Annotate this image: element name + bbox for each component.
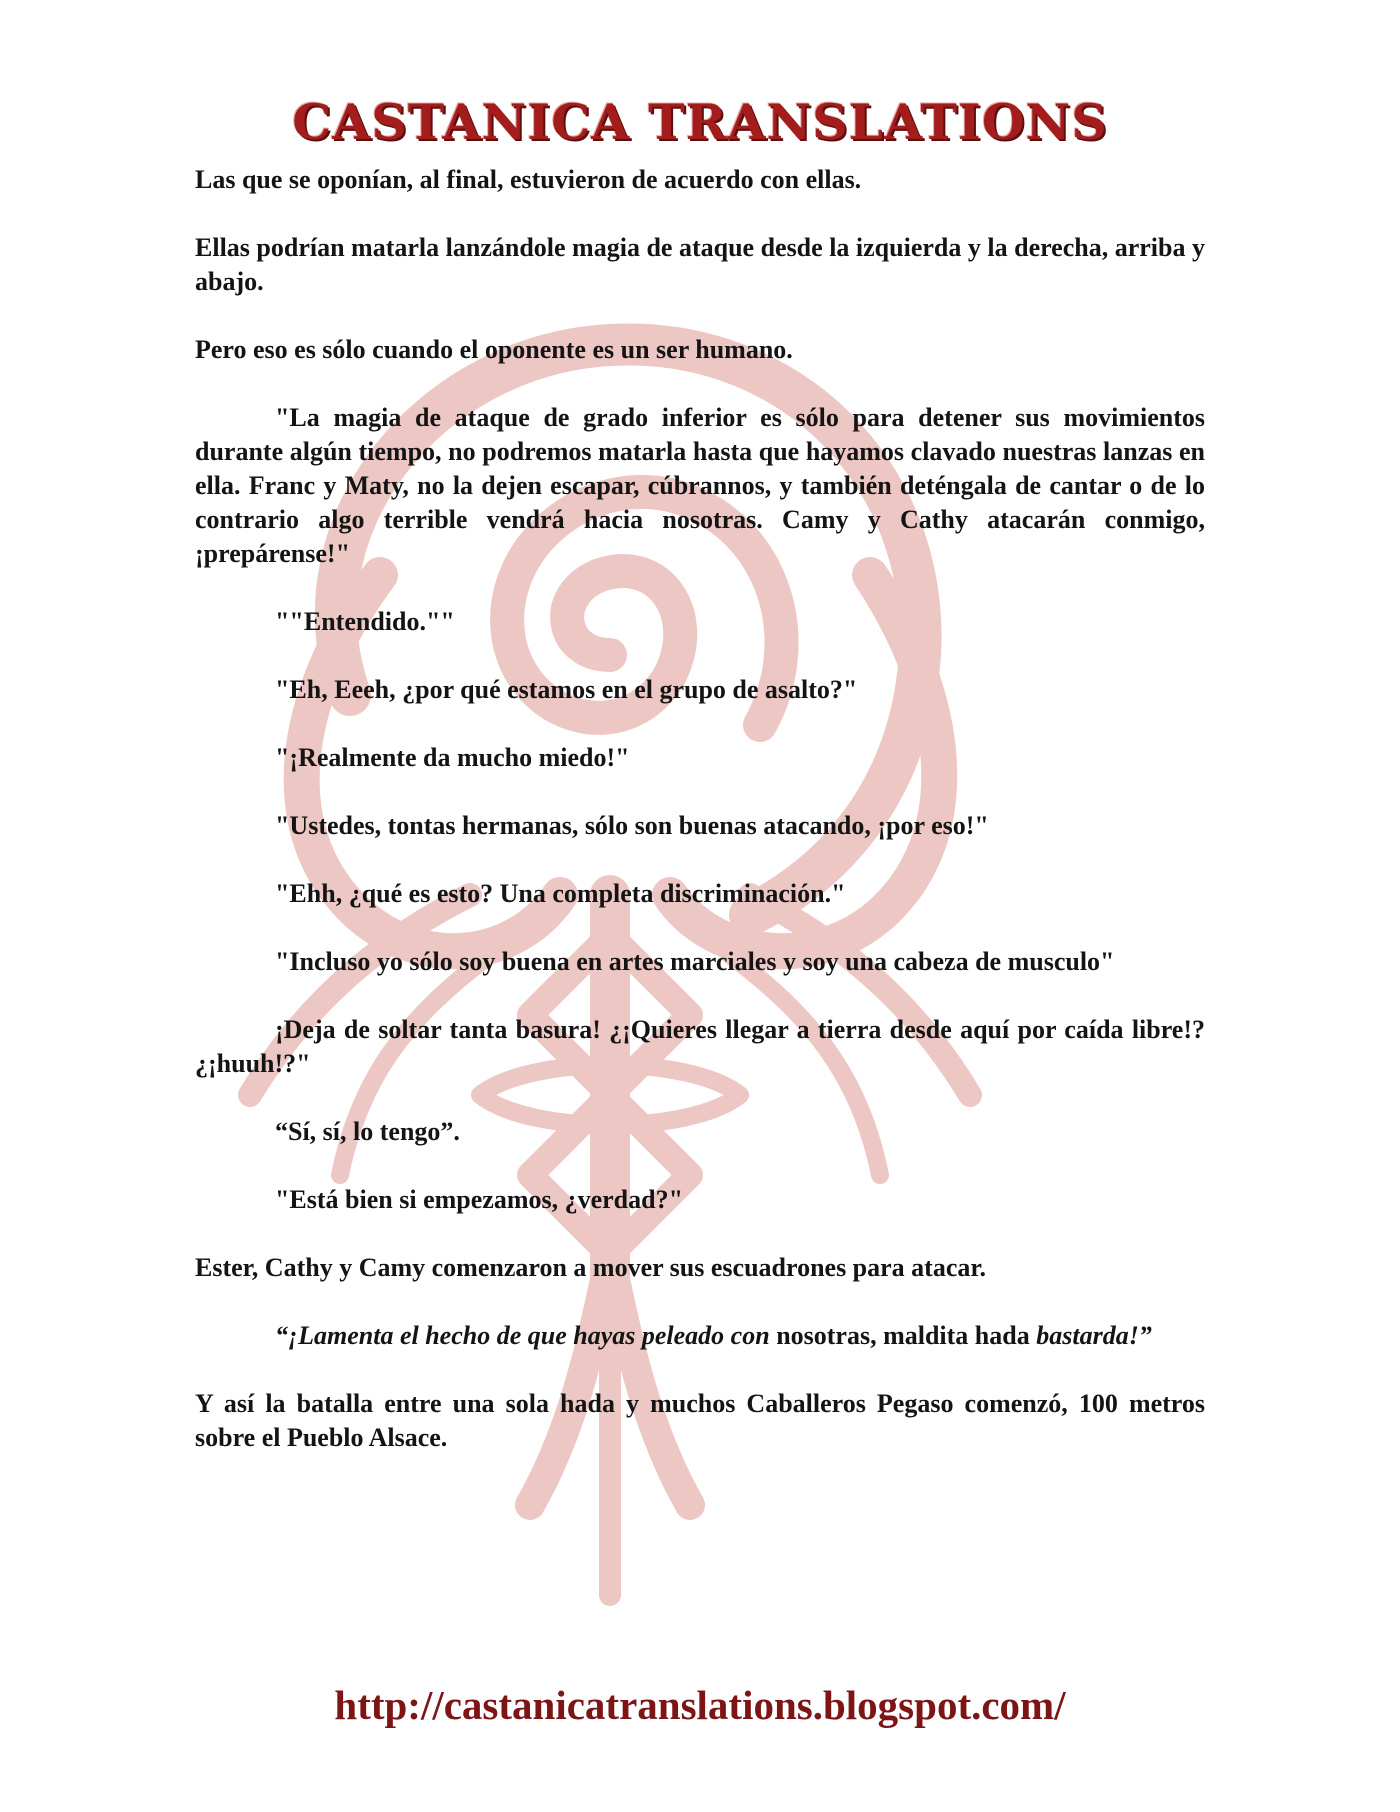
dialogue-paragraph: "Ustedes, tontas hermanas, sólo son buenas atacando, ¡por eso!" — [275, 811, 989, 840]
dialogue-paragraph: ""Entendido."" — [275, 607, 455, 636]
paragraph: Pero eso es sólo cuando el oponente es un ser humano. — [195, 335, 793, 364]
dialogue-paragraph: ¡Deja de soltar tanta basura! ¿¡Quieres llegar a tierra desde aquí por caída libre!? ¿¡huuh!?" — [195, 1015, 1205, 1078]
regular-text: nosotras, maldita hada — [769, 1321, 1037, 1350]
italic-text: bastarda!” — [1036, 1321, 1152, 1350]
paragraph: Ellas podrían matarla lanzándole magia de ataque desde la izquierda y la derecha, arriba y abajo. — [195, 233, 1205, 296]
dialogue-paragraph: "Incluso yo sólo soy buena en artes marciales y soy una cabeza de musculo" — [275, 947, 1115, 976]
italic-text: “¡Lamenta el hecho de que hayas peleado con — [275, 1321, 770, 1350]
paragraph: Ester, Cathy y Camy comenzaron a mover sus escuadrones para atacar. — [195, 1253, 987, 1282]
dialogue-paragraph: “Sí, sí, lo tengo”. — [275, 1117, 460, 1146]
blog-url-link[interactable]: http://castanicatranslations.blogspot.com/ — [334, 1682, 1066, 1728]
dialogue-paragraph: "Ehh, ¿qué es esto? Una completa discriminación." — [275, 879, 846, 908]
chapter-text — [195, 163, 1205, 1489]
dialogue-paragraph: "¡Realmente da mucho miedo!" — [275, 743, 630, 772]
paragraph: Y así la batalla entre una sola hada y muchos Caballeros Pegaso comenzó, 100 metros sobre el Pueblo Alsace. — [195, 1389, 1205, 1452]
dialogue-paragraph: "La magia de ataque de grado inferior es sólo para detener sus movimientos durante algún tiempo, no podremos matarla hasta que hayamos clavado nuestras lanzas en ella. Franc y Maty, no la dejen escapar, cúbrannos, y también deténgala de cantar o de lo contrario algo terrible vendrá hacia nosotras. Camy y Cathy atacarán conmigo, ¡prepárense!" — [195, 403, 1205, 568]
dialogue-paragraph: "Eh, Eeeh, ¿por qué estamos en el grupo de asalto?" — [275, 675, 858, 704]
dialogue-paragraph: "Está bien si empezamos, ¿verdad?" — [275, 1185, 684, 1214]
paragraph: Las que se oponían, al final, estuvieron de acuerdo con ellas. — [195, 165, 862, 194]
italic-dialogue-paragraph — [195, 1319, 1205, 1353]
site-title: CASTANICA TRANSLATIONS — [292, 93, 1108, 151]
